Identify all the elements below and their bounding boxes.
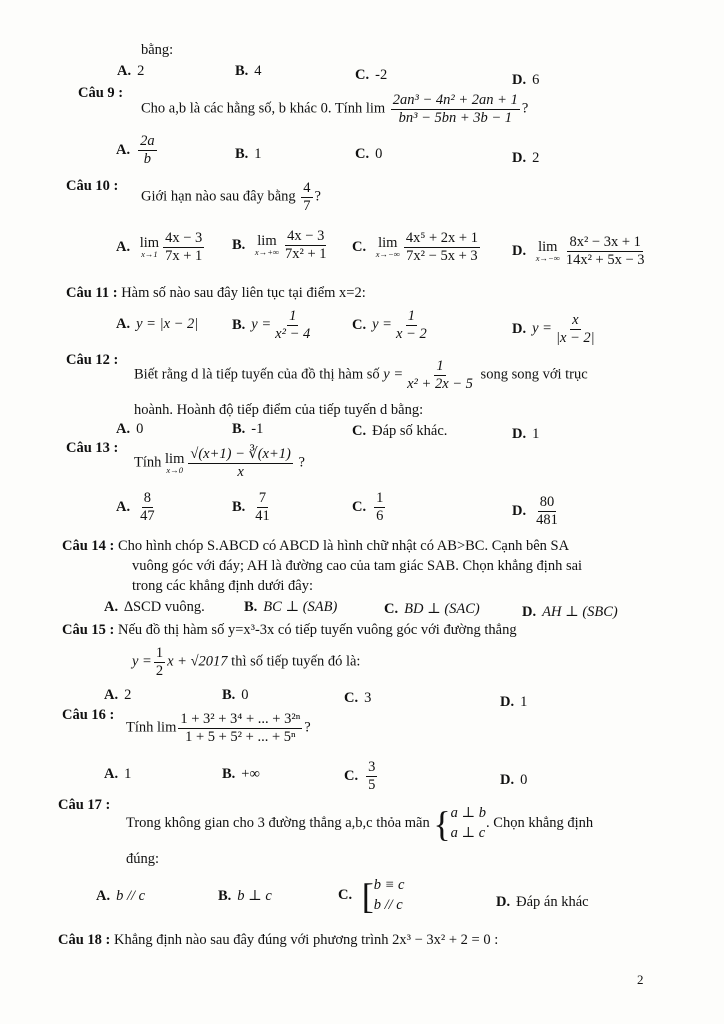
q15-stem-line2: y = $\frac{1}{2}$ x + √2017 thì số tiếp tuyến đó là:	[132, 645, 361, 679]
q16-option-c: C. $\frac{3}{5}$	[344, 759, 376, 793]
q9-fraction: $\frac{\text{2an³ − 4n² + 2an + 1}}{\text{bn³ − 5bn + 3b − 1}}$	[392, 92, 518, 126]
q18-stem: Câu 18 : Khẳng định nào sau đây đúng với phương trình 2x³ − 3x² + 2 = 0 :	[58, 932, 499, 948]
q10-option-d: D. lim x→−∞ $\frac{\text{8x² − 3x + 1}}{\text{14x² + 5x − 3}}$	[512, 234, 645, 268]
q13-label: Câu 13 :	[66, 440, 119, 456]
q17-stem-line1: Trong không gian cho 3 đường thẳng a,b,c thỏa mãn { a ⊥ b a ⊥ c . Chọn khẳng định	[126, 803, 594, 844]
q14-stem-line1: Câu 14 : Cho hình chóp S.ABCD có ABCD là hình chữ nhật có AB>BC. Cạnh bên SA	[62, 538, 570, 554]
q14-stem-line3: trong các khẳng định dưới đây:	[132, 578, 314, 594]
q9-label: Câu 9 :	[78, 85, 124, 101]
q17-stem-line2: đúng:	[126, 851, 160, 867]
q13-option-a: A. $\frac{8}{47}$	[116, 490, 155, 524]
q10-option-a: A. lim x→1 $\frac{4x - 3}{7x + 1}$	[116, 230, 203, 264]
q9-option-c: C. 0	[355, 146, 383, 162]
q14-option-a: A. ∆SCD vuông.	[104, 599, 205, 615]
q12-option-c: C. Đáp số khác.	[352, 423, 448, 439]
q10-label: Câu 10 :	[66, 178, 119, 194]
q15-option-a: A. 2	[104, 687, 132, 703]
q9-stem: Cho a,b là các hằng số, b khác 0. Tính lim $\frac{\text{2an³ − 4n² + 2an + 1}}{\text{bn³ − 5bn + 3b − 1}}$ ?	[141, 92, 529, 126]
q8-option-b: B. 4	[235, 63, 262, 79]
q9-option-b: B. 1	[235, 146, 262, 162]
q10-option-b: B. lim x→+∞ $\frac{4x - 3}{\text{7x² + 1}}$	[232, 228, 327, 262]
q17-label: Câu 17 :	[58, 797, 111, 813]
q17-option-c: C. [ b ≡ c b // c	[338, 875, 405, 916]
q15-option-c: C. 3	[344, 690, 372, 706]
q14-option-d: D. AH ⊥ (SBC)	[522, 604, 618, 620]
q11-option-a: A. y = |x − 2|	[116, 316, 199, 332]
q11-option-d: D. y = $\frac{x}{|x - 2|}$	[512, 312, 595, 346]
q12-option-d: D. 1	[512, 426, 540, 442]
q12-option-b: B. -1	[232, 421, 264, 437]
q8-option-a: A. 2	[117, 63, 145, 79]
q12-option-a: A. 0	[116, 421, 144, 437]
q14-stem-line2: vuông góc với đáy; AH là đường cao của tam giác SAB. Chọn khẳng định sai	[132, 558, 583, 574]
q13-option-b: B. $\frac{7}{41}$	[232, 490, 270, 524]
q9-option-d: D. 2	[512, 150, 540, 166]
q11-option-b: B. y = $\frac{1}{\text{x² − 4}}$	[232, 308, 311, 342]
q16-stem: Tính lim $\frac{\text{1 + 3² + 3⁴ + ... + 3²ⁿ}}{\text{1 + 5 + 5² + ... + 5ⁿ}}$ ?	[126, 711, 311, 745]
q16-option-b: B. +∞	[222, 766, 260, 782]
page-number: 2	[637, 972, 644, 987]
q17-option-b: B. b ⊥ c	[218, 888, 272, 904]
q13-option-c: C. $\frac{1}{6}$	[352, 490, 384, 524]
q13-stem: Tính lim x→0 $\frac{√(x+1) - ∛(x+1)}{x}$ ?	[134, 446, 305, 480]
q16-option-a: A. 1	[104, 766, 132, 782]
q10-option-c: C. lim x→−∞ $\frac{\text{4x⁵ + 2x + 1}}{\text{7x² − 5x + 3}}$	[352, 230, 478, 264]
q9-option-a: A. $\frac{2a}{b}$	[116, 133, 155, 167]
q11-option-c: C. y = $\frac{1}{x - 2}$	[352, 308, 427, 342]
q10-stem: Giới hạn nào sau đây bằng $\frac{4}{7}$ ?	[141, 180, 321, 214]
q12-stem-line2: hoành. Hoành độ tiếp điểm của tiếp tuyến d bằng:	[134, 402, 424, 418]
q8-option-d: D. 6	[512, 72, 540, 88]
q12-label: Câu 12 :	[66, 352, 119, 368]
q15-stem-line1: Câu 15 : Nếu đồ thị hàm số y=x³-3x có tiếp tuyến vuông góc với đường thẳng	[62, 622, 517, 638]
q16-option-d: D. 0	[500, 772, 528, 788]
q15-option-d: D. 1	[500, 694, 528, 710]
q12-stem-line1: Biết rằng d là tiếp tuyến của đồ thị hàm số y = $\frac{1}{\text{x² + 2x − 5}}$ song song với trục	[134, 358, 588, 392]
q15-option-b: B. 0	[222, 687, 249, 703]
q17-option-a: A. b // c	[96, 888, 146, 904]
q14-option-b: B. BC ⊥ (SAB)	[244, 599, 338, 615]
q17-option-d: D. Đáp án khác	[496, 894, 589, 910]
q16-label: Câu 16 :	[62, 707, 115, 723]
q17-system: { a ⊥ b a ⊥ c	[433, 803, 487, 844]
q8-option-c: C. -2	[355, 67, 388, 83]
prev-question-fragment: bằng:	[141, 42, 174, 58]
q11-stem: Câu 11 : Hàm số nào sau đây liên tục tại điểm x=2:	[66, 285, 366, 301]
q13-option-d: D. $\frac{80}{481}$	[512, 494, 558, 528]
q14-option-c: C. BD ⊥ (SAC)	[384, 601, 480, 617]
